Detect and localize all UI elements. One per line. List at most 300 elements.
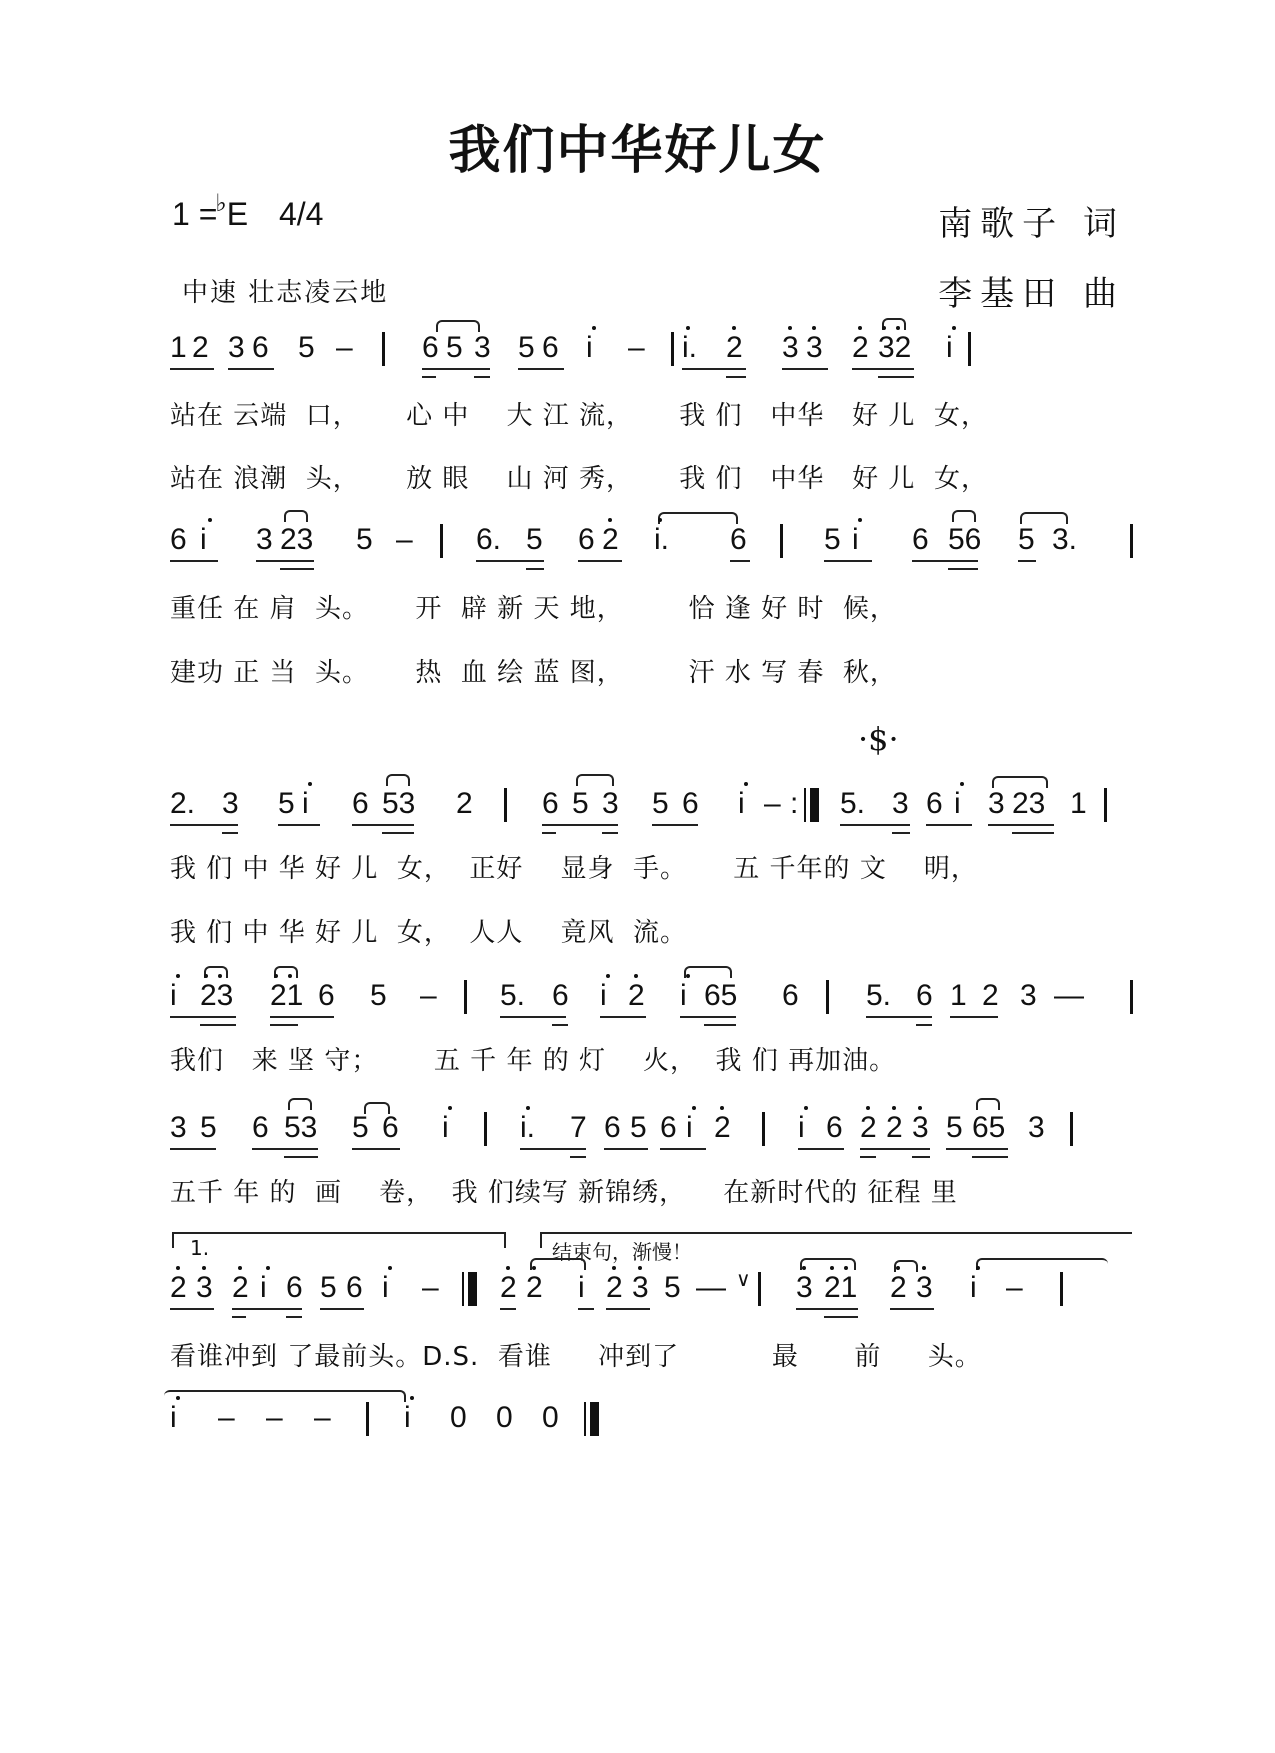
octave-dot xyxy=(308,782,312,786)
note: i xyxy=(260,1271,267,1304)
note: 53 xyxy=(284,1111,318,1144)
octave-dot xyxy=(202,1266,206,1270)
note: 6 xyxy=(912,523,929,556)
note: 7 xyxy=(570,1111,587,1144)
lyrics-line-1-verse-2: 站在 浪潮 头， 放 眼 山 河 秀， 我 们 中华 好 儿 女， xyxy=(170,464,988,494)
note: 2 xyxy=(860,1111,877,1144)
song-title: 我们中华好儿女 xyxy=(448,121,827,181)
beam-underline xyxy=(232,1316,246,1318)
note: i xyxy=(686,1111,693,1144)
note: 56 xyxy=(948,523,982,556)
slur-arc xyxy=(530,1258,586,1270)
note: i. xyxy=(682,331,697,364)
note: 6 xyxy=(170,523,187,556)
note: 3 xyxy=(222,787,239,820)
barline xyxy=(1104,788,1107,822)
time-signature: 4/4 xyxy=(278,196,324,232)
beam-underline xyxy=(782,368,828,370)
beam-underline xyxy=(474,376,490,378)
beam-underline xyxy=(892,832,910,834)
volta-1-bracket xyxy=(172,1232,506,1248)
beam-underline xyxy=(170,1016,236,1018)
note: i xyxy=(738,787,745,820)
note: 2 xyxy=(852,331,869,364)
beam-underline xyxy=(912,1156,930,1158)
octave-dot xyxy=(692,1106,696,1110)
beam-underline xyxy=(526,568,544,570)
dash: – xyxy=(422,1271,439,1304)
beam-underline xyxy=(252,1148,318,1150)
lyrics-line-2-verse-1: 重任 在 肩 头。 开 辟 新 天 地， 恰 逢 好 时 候， xyxy=(170,594,897,624)
beam-underline xyxy=(578,1308,594,1310)
note: i xyxy=(382,1271,389,1304)
lyrics-line-1-verse-1: 站在 云端 口， 心 中 大 江 流， 我 们 中华 好 儿 女， xyxy=(170,401,988,431)
beam-underline xyxy=(476,560,544,562)
barline xyxy=(382,332,385,366)
dash: – xyxy=(1006,1271,1023,1304)
octave-dot xyxy=(892,1106,896,1110)
octave-dot xyxy=(866,1106,870,1110)
note: i xyxy=(404,1401,411,1434)
barline xyxy=(484,1112,487,1146)
note: i xyxy=(170,979,177,1012)
lyrics-line-6: 看谁冲到 了最前头。D.S. 看谁 冲到了 最 前 头。 xyxy=(170,1342,982,1372)
octave-dot xyxy=(882,326,886,330)
beam-underline xyxy=(926,824,972,826)
beam-underline xyxy=(796,1308,858,1310)
octave-dot xyxy=(952,326,956,330)
octave-dot xyxy=(976,1266,980,1270)
dash: — xyxy=(696,1271,726,1304)
note: 3 xyxy=(196,1271,213,1304)
note: 5 xyxy=(572,787,589,820)
note: 5. xyxy=(840,787,866,820)
rest: 0 xyxy=(542,1401,559,1434)
slur-arc xyxy=(658,512,738,524)
octave-dot xyxy=(204,974,208,978)
beam-underline xyxy=(170,1308,214,1310)
note: 6. xyxy=(476,523,502,556)
note: 2 xyxy=(886,1111,903,1144)
beam-underline xyxy=(170,824,238,826)
note: 6 xyxy=(318,979,335,1012)
note: 3 xyxy=(1020,979,1037,1012)
note: 3 xyxy=(602,787,619,820)
note: i xyxy=(200,523,207,556)
octave-dot xyxy=(238,1266,242,1270)
beam-underline xyxy=(552,1024,568,1026)
beam-underline xyxy=(660,1148,706,1150)
note: 6 xyxy=(682,787,699,820)
barline xyxy=(762,1112,765,1146)
segno-icon: ·$· xyxy=(858,720,899,758)
note: 3 xyxy=(796,1271,813,1304)
octave-dot xyxy=(410,1396,414,1400)
beam-underline xyxy=(878,376,914,378)
note: 5 xyxy=(200,1111,217,1144)
composer-credit: 李基田 曲 xyxy=(938,274,1125,314)
beam-underline xyxy=(1012,832,1054,834)
note: i xyxy=(170,1401,177,1434)
octave-dot xyxy=(388,1266,392,1270)
beam-underline xyxy=(1018,560,1036,562)
lyrics-line-3-verse-2: 我 们 中 华 好 儿 女， 人人 竟风 流。 xyxy=(170,918,687,948)
octave-dot xyxy=(658,518,662,522)
note: 2 xyxy=(232,1271,249,1304)
beam-underline xyxy=(352,824,414,826)
note: 2 xyxy=(500,1271,517,1304)
beam-underline xyxy=(578,560,622,562)
beam-underline xyxy=(860,1148,930,1150)
slur-arc xyxy=(992,776,1048,788)
note: 5 xyxy=(446,331,463,364)
beam-underline xyxy=(606,1308,650,1310)
beam-underline xyxy=(256,560,314,562)
slur-arc xyxy=(976,1098,1000,1110)
note: 6 xyxy=(782,979,799,1012)
beam-underline xyxy=(270,1024,298,1026)
note: 5 xyxy=(1018,523,1035,556)
note: i xyxy=(954,787,961,820)
beam-underline xyxy=(824,1316,858,1318)
note: 2 xyxy=(602,523,619,556)
ending-instruction: 结束句，渐慢！ xyxy=(552,1240,692,1264)
note: 5 xyxy=(278,787,295,820)
note: i xyxy=(586,331,593,364)
note: 21 xyxy=(270,979,304,1012)
note: 65 xyxy=(704,979,738,1012)
beam-underline xyxy=(866,1016,932,1018)
rest: 0 xyxy=(450,1401,467,1434)
note: 23 xyxy=(200,979,234,1012)
octave-dot xyxy=(896,326,900,330)
repeat-dots: : xyxy=(790,787,799,820)
beam-underline xyxy=(988,824,1054,826)
note: 2 xyxy=(170,1271,187,1304)
barline xyxy=(1070,1112,1073,1146)
beam-underline xyxy=(200,1024,236,1026)
note: 2. xyxy=(170,787,196,820)
dash: – xyxy=(420,979,437,1012)
note: 5 xyxy=(652,787,669,820)
dash: – xyxy=(336,331,353,364)
beam-underline xyxy=(222,832,238,834)
note: 5. xyxy=(866,979,892,1012)
note: 6 xyxy=(346,1271,363,1304)
octave-dot xyxy=(176,1396,180,1400)
beam-underline xyxy=(912,560,978,562)
note: 2 xyxy=(714,1111,731,1144)
octave-dot xyxy=(960,782,964,786)
note: 1 xyxy=(950,979,967,1012)
beam-underline xyxy=(170,1148,216,1150)
beam-underline xyxy=(228,368,274,370)
final-barline-thick xyxy=(468,1272,477,1306)
beam-underline xyxy=(518,368,564,370)
note: 6 xyxy=(552,979,569,1012)
note: 6 xyxy=(730,523,747,556)
dash: – xyxy=(628,331,645,364)
note: 5 xyxy=(630,1111,647,1144)
beam-underline xyxy=(422,368,490,370)
key-note: E xyxy=(226,196,249,232)
octave-dot xyxy=(526,1106,530,1110)
octave-dot xyxy=(858,326,862,330)
beam-underline xyxy=(382,832,414,834)
note: 5 xyxy=(356,523,373,556)
octave-dot xyxy=(506,1266,510,1270)
note: i xyxy=(852,523,859,556)
beam-underline xyxy=(916,1024,932,1026)
note: 3 xyxy=(632,1271,649,1304)
beam-underline xyxy=(542,824,618,826)
beam-underline xyxy=(890,1308,934,1310)
note: 1 xyxy=(170,331,187,364)
barline xyxy=(968,332,971,366)
octave-dot xyxy=(218,974,222,978)
note: i. xyxy=(654,523,669,556)
octave-dot xyxy=(720,1106,724,1110)
lyrics-line-5: 五千 年 的 画 卷， 我 们续写 新锦绣， 在新时代的 征程 里 xyxy=(170,1178,958,1208)
octave-dot xyxy=(812,326,816,330)
octave-dot xyxy=(802,1266,806,1270)
barline xyxy=(1130,524,1133,558)
dash: – xyxy=(764,787,781,820)
octave-dot xyxy=(686,974,690,978)
volta-1-label: 1. xyxy=(190,1236,210,1260)
breath-mark-icon: ∨ xyxy=(736,1269,751,1291)
barline xyxy=(671,332,674,366)
beam-underline xyxy=(704,1024,736,1026)
octave-dot xyxy=(638,1266,642,1270)
note: 6 xyxy=(660,1111,677,1144)
slur-arc xyxy=(288,1098,312,1110)
beam-underline xyxy=(604,1148,648,1150)
note: 3 xyxy=(474,331,491,364)
note: 1 xyxy=(1070,787,1087,820)
barline xyxy=(366,1402,369,1436)
octave-dot xyxy=(448,1106,452,1110)
slur-arc xyxy=(284,510,308,522)
note: i xyxy=(680,979,687,1012)
beam-underline xyxy=(286,1316,302,1318)
repeat-barline-thick xyxy=(810,788,819,822)
beam-underline xyxy=(520,1148,586,1150)
note: 3 xyxy=(806,331,823,364)
note: 5 xyxy=(370,979,387,1012)
dash: – xyxy=(314,1401,331,1434)
beam-underline xyxy=(824,560,872,562)
barline xyxy=(826,980,829,1014)
octave-dot xyxy=(804,1106,808,1110)
lyrics-line-3-verse-1: 我 们 中 华 好 儿 女， 正好 显身 手。 五 千年的 文 明， xyxy=(170,854,978,884)
slur-arc xyxy=(436,320,480,332)
beam-underline xyxy=(422,376,436,378)
dash: – xyxy=(396,523,413,556)
beam-underline xyxy=(500,1308,516,1310)
note: 2 xyxy=(890,1271,907,1304)
note: 53 xyxy=(382,787,416,820)
note: i xyxy=(798,1111,805,1144)
octave-dot xyxy=(918,1106,922,1110)
note: 3. xyxy=(1052,523,1078,556)
note: i xyxy=(302,787,309,820)
note: i. xyxy=(520,1111,535,1144)
key-prefix: 1 = xyxy=(172,196,218,232)
dash: – xyxy=(218,1401,235,1434)
note: 65 xyxy=(972,1111,1006,1144)
note: 3 xyxy=(1028,1111,1045,1144)
end-barline-thick xyxy=(590,1402,599,1436)
octave-dot xyxy=(176,974,180,978)
beam-underline xyxy=(852,368,914,370)
beam-underline xyxy=(860,1156,876,1158)
note: 3 xyxy=(256,523,273,556)
note: 6 xyxy=(578,523,595,556)
octave-dot xyxy=(922,1266,926,1270)
octave-dot xyxy=(634,974,638,978)
octave-dot xyxy=(612,1266,616,1270)
dash: — xyxy=(1054,979,1084,1012)
note: 3 xyxy=(912,1111,929,1144)
rest: 0 xyxy=(496,1401,513,1434)
note: 6 xyxy=(604,1111,621,1144)
note: 6 xyxy=(926,787,943,820)
note: 2 xyxy=(982,979,999,1012)
note: 6 xyxy=(826,1111,843,1144)
octave-dot xyxy=(592,326,596,330)
slur-arc xyxy=(576,774,614,786)
note: 5 xyxy=(664,1271,681,1304)
octave-dot xyxy=(744,782,748,786)
note: 5 xyxy=(352,1111,369,1144)
note: i xyxy=(946,331,953,364)
note: 2 xyxy=(526,1271,543,1304)
note: 5 xyxy=(298,331,315,364)
note: 6 xyxy=(542,787,559,820)
note: 3 xyxy=(170,1111,187,1144)
beam-underline xyxy=(948,568,978,570)
octave-dot xyxy=(896,1266,900,1270)
octave-dot xyxy=(608,518,612,522)
note: 6 xyxy=(352,787,369,820)
note: i xyxy=(600,979,607,1012)
barline xyxy=(780,524,783,558)
note: 3 xyxy=(988,787,1005,820)
note: 6 xyxy=(916,979,933,1012)
barline xyxy=(1130,980,1133,1014)
octave-dot xyxy=(176,1266,180,1270)
beam-underline xyxy=(680,1016,736,1018)
note: 3 xyxy=(916,1271,933,1304)
beam-underline xyxy=(840,824,910,826)
note: 2 xyxy=(606,1271,623,1304)
note: 2 xyxy=(628,979,645,1012)
note: 5 xyxy=(946,1111,963,1144)
octave-dot xyxy=(844,1266,848,1270)
barline xyxy=(758,1272,761,1306)
beam-underline xyxy=(542,832,556,834)
barline xyxy=(464,980,467,1014)
octave-dot xyxy=(532,1266,536,1270)
octave-dot xyxy=(266,1266,270,1270)
slur-arc xyxy=(386,774,410,786)
beam-underline xyxy=(602,832,618,834)
beam-underline xyxy=(950,1016,998,1018)
octave-dot xyxy=(858,518,862,522)
beam-underline xyxy=(600,1016,646,1018)
beam-underline xyxy=(500,1016,566,1018)
beam-underline xyxy=(270,1016,334,1018)
beam-underline xyxy=(570,1156,586,1158)
note: 2 xyxy=(192,331,209,364)
note: i xyxy=(970,1271,977,1304)
note: 5 xyxy=(320,1271,337,1304)
octave-dot xyxy=(606,974,610,978)
note: 5 xyxy=(526,523,543,556)
note: 2 xyxy=(456,787,473,820)
note: 5 xyxy=(518,331,535,364)
lyricist-credit: 南歌子 词 xyxy=(938,204,1125,244)
beam-underline xyxy=(170,368,214,370)
flat-icon: ♭ xyxy=(215,190,227,217)
beam-underline xyxy=(652,824,698,826)
note: 32 xyxy=(878,331,912,364)
note: i xyxy=(578,1271,585,1304)
beam-underline xyxy=(726,376,746,378)
beam-underline xyxy=(972,1156,1008,1158)
note: 6 xyxy=(422,331,439,364)
beam-underline xyxy=(170,560,218,562)
note: 3 xyxy=(228,331,245,364)
beam-underline xyxy=(730,560,750,562)
tempo-marking: 中速 壮志凌云地 xyxy=(182,278,389,308)
repeat-barline xyxy=(804,788,806,822)
slur-arc xyxy=(684,966,732,978)
note: 21 xyxy=(824,1271,858,1304)
beam-underline xyxy=(278,824,320,826)
beam-underline xyxy=(946,1148,1008,1150)
slur-arc xyxy=(952,510,976,522)
note: 3 xyxy=(782,331,799,364)
note: 2 xyxy=(726,331,743,364)
note: 6 xyxy=(382,1111,399,1144)
beam-underline xyxy=(280,568,314,570)
beam-underline xyxy=(352,1148,400,1150)
slur-arc xyxy=(364,1102,390,1114)
octave-dot xyxy=(732,326,736,330)
barline xyxy=(504,788,507,822)
note: 6 xyxy=(252,331,269,364)
final-barline xyxy=(462,1272,464,1306)
barline xyxy=(440,524,443,558)
note: 3 xyxy=(892,787,909,820)
note: 6 xyxy=(286,1271,303,1304)
slur-arc xyxy=(164,1390,406,1402)
key-signature xyxy=(172,190,324,233)
dash: – xyxy=(266,1401,283,1434)
octave-dot xyxy=(788,326,792,330)
beam-underline xyxy=(798,1148,844,1150)
beam-underline xyxy=(284,1156,318,1158)
note: i xyxy=(442,1111,449,1144)
slur-arc xyxy=(1020,512,1068,524)
note: 6 xyxy=(252,1111,269,1144)
beam-underline xyxy=(682,368,746,370)
lyrics-line-2-verse-2: 建功 正 当 头。 热 血 绘 蓝 图， 汗 水 写 春 秋， xyxy=(170,658,897,688)
note: 23 xyxy=(1012,787,1046,820)
note: 5. xyxy=(500,979,526,1012)
